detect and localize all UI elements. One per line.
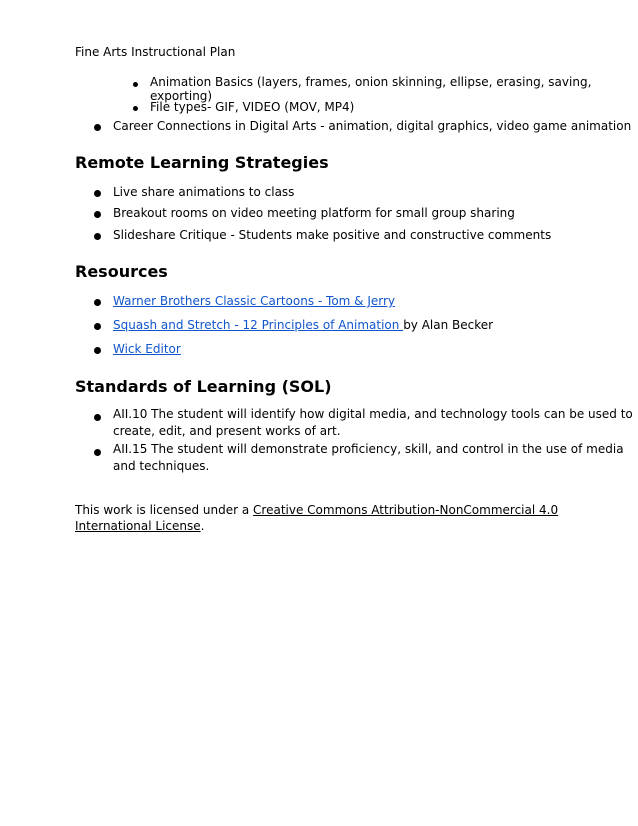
link-wick-editor[interactable]: Wick Editor <box>113 342 181 356</box>
bullet-icon <box>94 190 101 197</box>
bullet-icon <box>94 211 101 218</box>
heading-remote-learning: Remote Learning Strategies <box>75 153 329 172</box>
bullet-icon <box>94 124 101 131</box>
resource-item-warner-brothers <box>113 293 395 310</box>
heading-sol: Standards of Learning (SOL) <box>75 377 332 396</box>
list-item-animation-basics-cont: exporting) <box>150 89 213 103</box>
bullet-icon <box>94 449 101 456</box>
list-item-career-connections: Career Connections in Digital Arts - animation, digital graphics, video game animation <box>113 119 632 133</box>
bullet-icon <box>94 323 101 330</box>
link-squash-stretch[interactable]: Squash and Stretch - 12 Principles of Animation <box>113 318 404 332</box>
sub-bullet-icon <box>133 82 138 87</box>
license-suffix: . <box>200 519 205 533</box>
heading-resources: Resources <box>75 262 168 281</box>
sub-bullet-icon <box>133 106 138 111</box>
sol-item-aii10-line1: AII.10 The student will identify how digital media, and technology tools can be used to <box>113 407 633 421</box>
list-item-live-share: Live share animations to class <box>113 185 295 199</box>
resource-item-squash-stretch <box>113 317 493 334</box>
license-link[interactable]: Creative Commons Attribution-NonCommercial 4.0 International License <box>75 503 559 533</box>
resource-author: by Alan Becker <box>403 318 494 332</box>
license-statement <box>75 502 575 534</box>
list-item-file-types: File types- GIF, VIDEO (MOV, MP4) <box>150 100 355 114</box>
page-header: Fine Arts Instructional Plan <box>75 45 236 59</box>
resource-item-wick-editor <box>113 341 181 358</box>
list-item-breakout-rooms: Breakout rooms on video meeting platform for small group sharing <box>113 206 515 220</box>
bullet-icon <box>94 414 101 421</box>
list-item-animation-basics: Animation Basics (layers, frames, onion skinning, ellipse, erasing, saving, <box>150 75 592 89</box>
bullet-icon <box>94 299 101 306</box>
link-warner-brothers[interactable]: Warner Brothers Classic Cartoons - Tom & Jerry <box>113 294 396 308</box>
list-item-slideshare: Slideshare Critique - Students make positive and constructive comments <box>113 228 552 242</box>
license-prefix: This work is licensed under a <box>75 503 254 517</box>
sol-item-aii10-line2: create, edit, and present works of art. <box>113 424 341 438</box>
bullet-icon <box>94 347 101 354</box>
sol-item-aii15-line1: AII.15 The student will demonstrate proficiency, skill, and control in the use of media <box>113 442 624 456</box>
bullet-icon <box>94 233 101 240</box>
sol-item-aii15-line2: and techniques. <box>113 459 210 473</box>
